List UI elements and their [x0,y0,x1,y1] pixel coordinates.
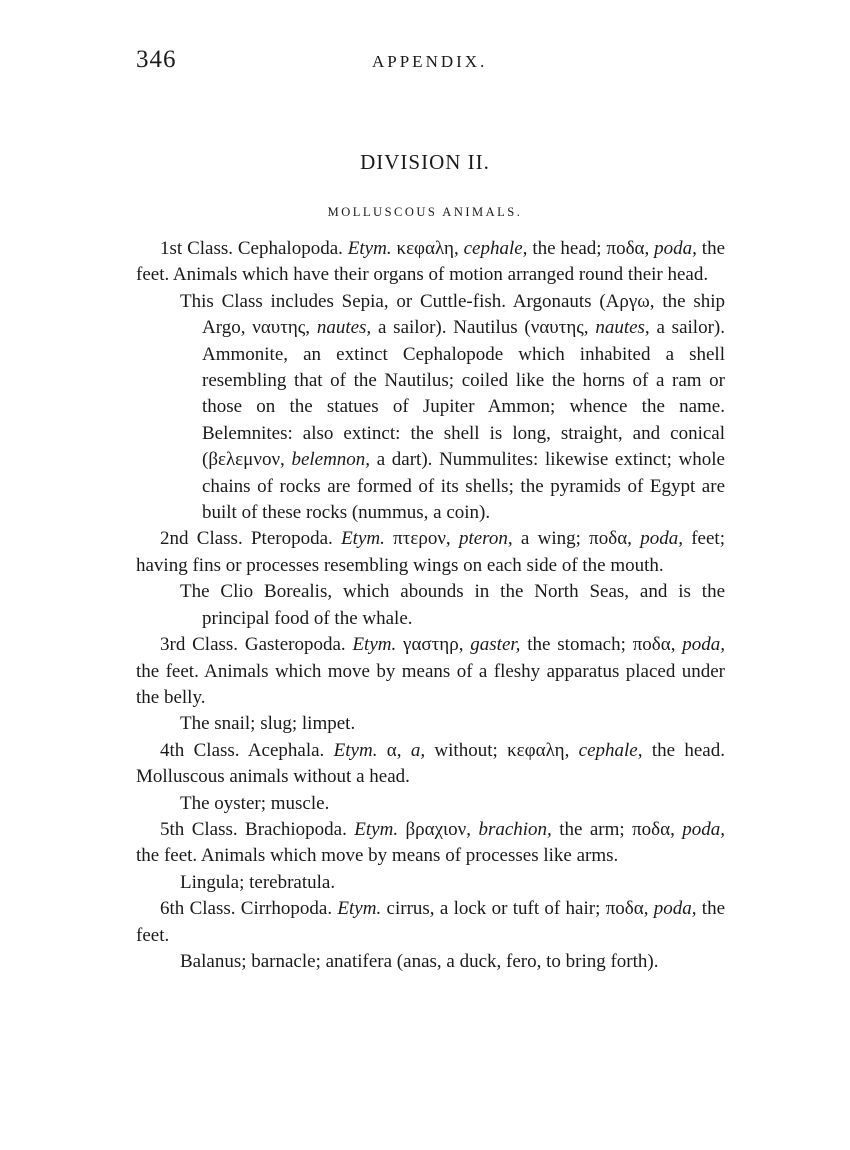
class-examples-3: The snail; slug; limpet. [180,713,356,735]
class-examples-6: Balanus; barnacle; anatifera (anas, a duck, fero, to bring forth). [180,950,659,972]
section-title: MOLLUSCOUS ANIMALS. [327,205,523,219]
page-number: 346 [136,46,177,73]
class-examples-2: The Clio Borealis, which abounds in the North Seas, and is the principal food of the whale. [180,581,725,629]
class-examples-1: This Class includes Sepia, or Cuttle-fish. Argonauts (Αργω, the ship Argo, ναυτης, nautes, a sailor). Nautilus (ναυτης, nautes, a sailor). Ammonite, an extinct Cephalopode which inhabited a shell resembling that of the Nautilus; coiled like the horns of a ram or those on the statues of Jupiter Ammon; whence the name. Belemnites: also extinct: the shell is long, straight, and conical (βελεμνον, belemnon, a dart). Nummulites: likewise extinct; whole chains of rocks are formed of its shells; the pyramids of Egypt are built of these rocks (nummus, a coin). [180,290,725,524]
class-entry-5: 5th Class. Brachiopoda. Etym. βραχιον, brachion, the arm; ποδα, poda, the feet. Animals which move by means of processes like arms. [136,818,726,867]
running-title: APPENDIX. [372,52,488,71]
class-examples-4: The oyster; muscle. [180,792,330,814]
body-text [136,236,725,975]
division-title: DIVISION II. [360,150,490,174]
class-entry-3: 3rd Class. Gasteropoda. Etym. γαστηρ, gaster, the stomach; ποδα, poda, the feet. Animals which move by means of a fleshy apparatus placed under the belly. [136,634,725,708]
class-entry-2: 2nd Class. Pteropoda. Etym. πτερον, pteron, a wing; ποδα, poda, feet; having fins or processes resembling wings on each side of the mouth. [136,528,725,576]
class-entry-6: 6th Class. Cirrhopoda. Etym. cirrus, a lock or tuft of hair; ποδα, poda, the feet. [136,898,726,946]
class-entry-4: 4th Class. Acephala. Etym. α, a, without; κεφαλη, cephale, the head. Molluscous animals without a head. [136,739,725,788]
class-entry-1: 1st Class. Cephalopoda. Etym. κεφαλη, cephale, the head; ποδα, poda, the feet. Animals which have their organs of motion arranged round their head. [136,238,725,286]
class-examples-5: Lingula; terebratula. [180,871,336,893]
